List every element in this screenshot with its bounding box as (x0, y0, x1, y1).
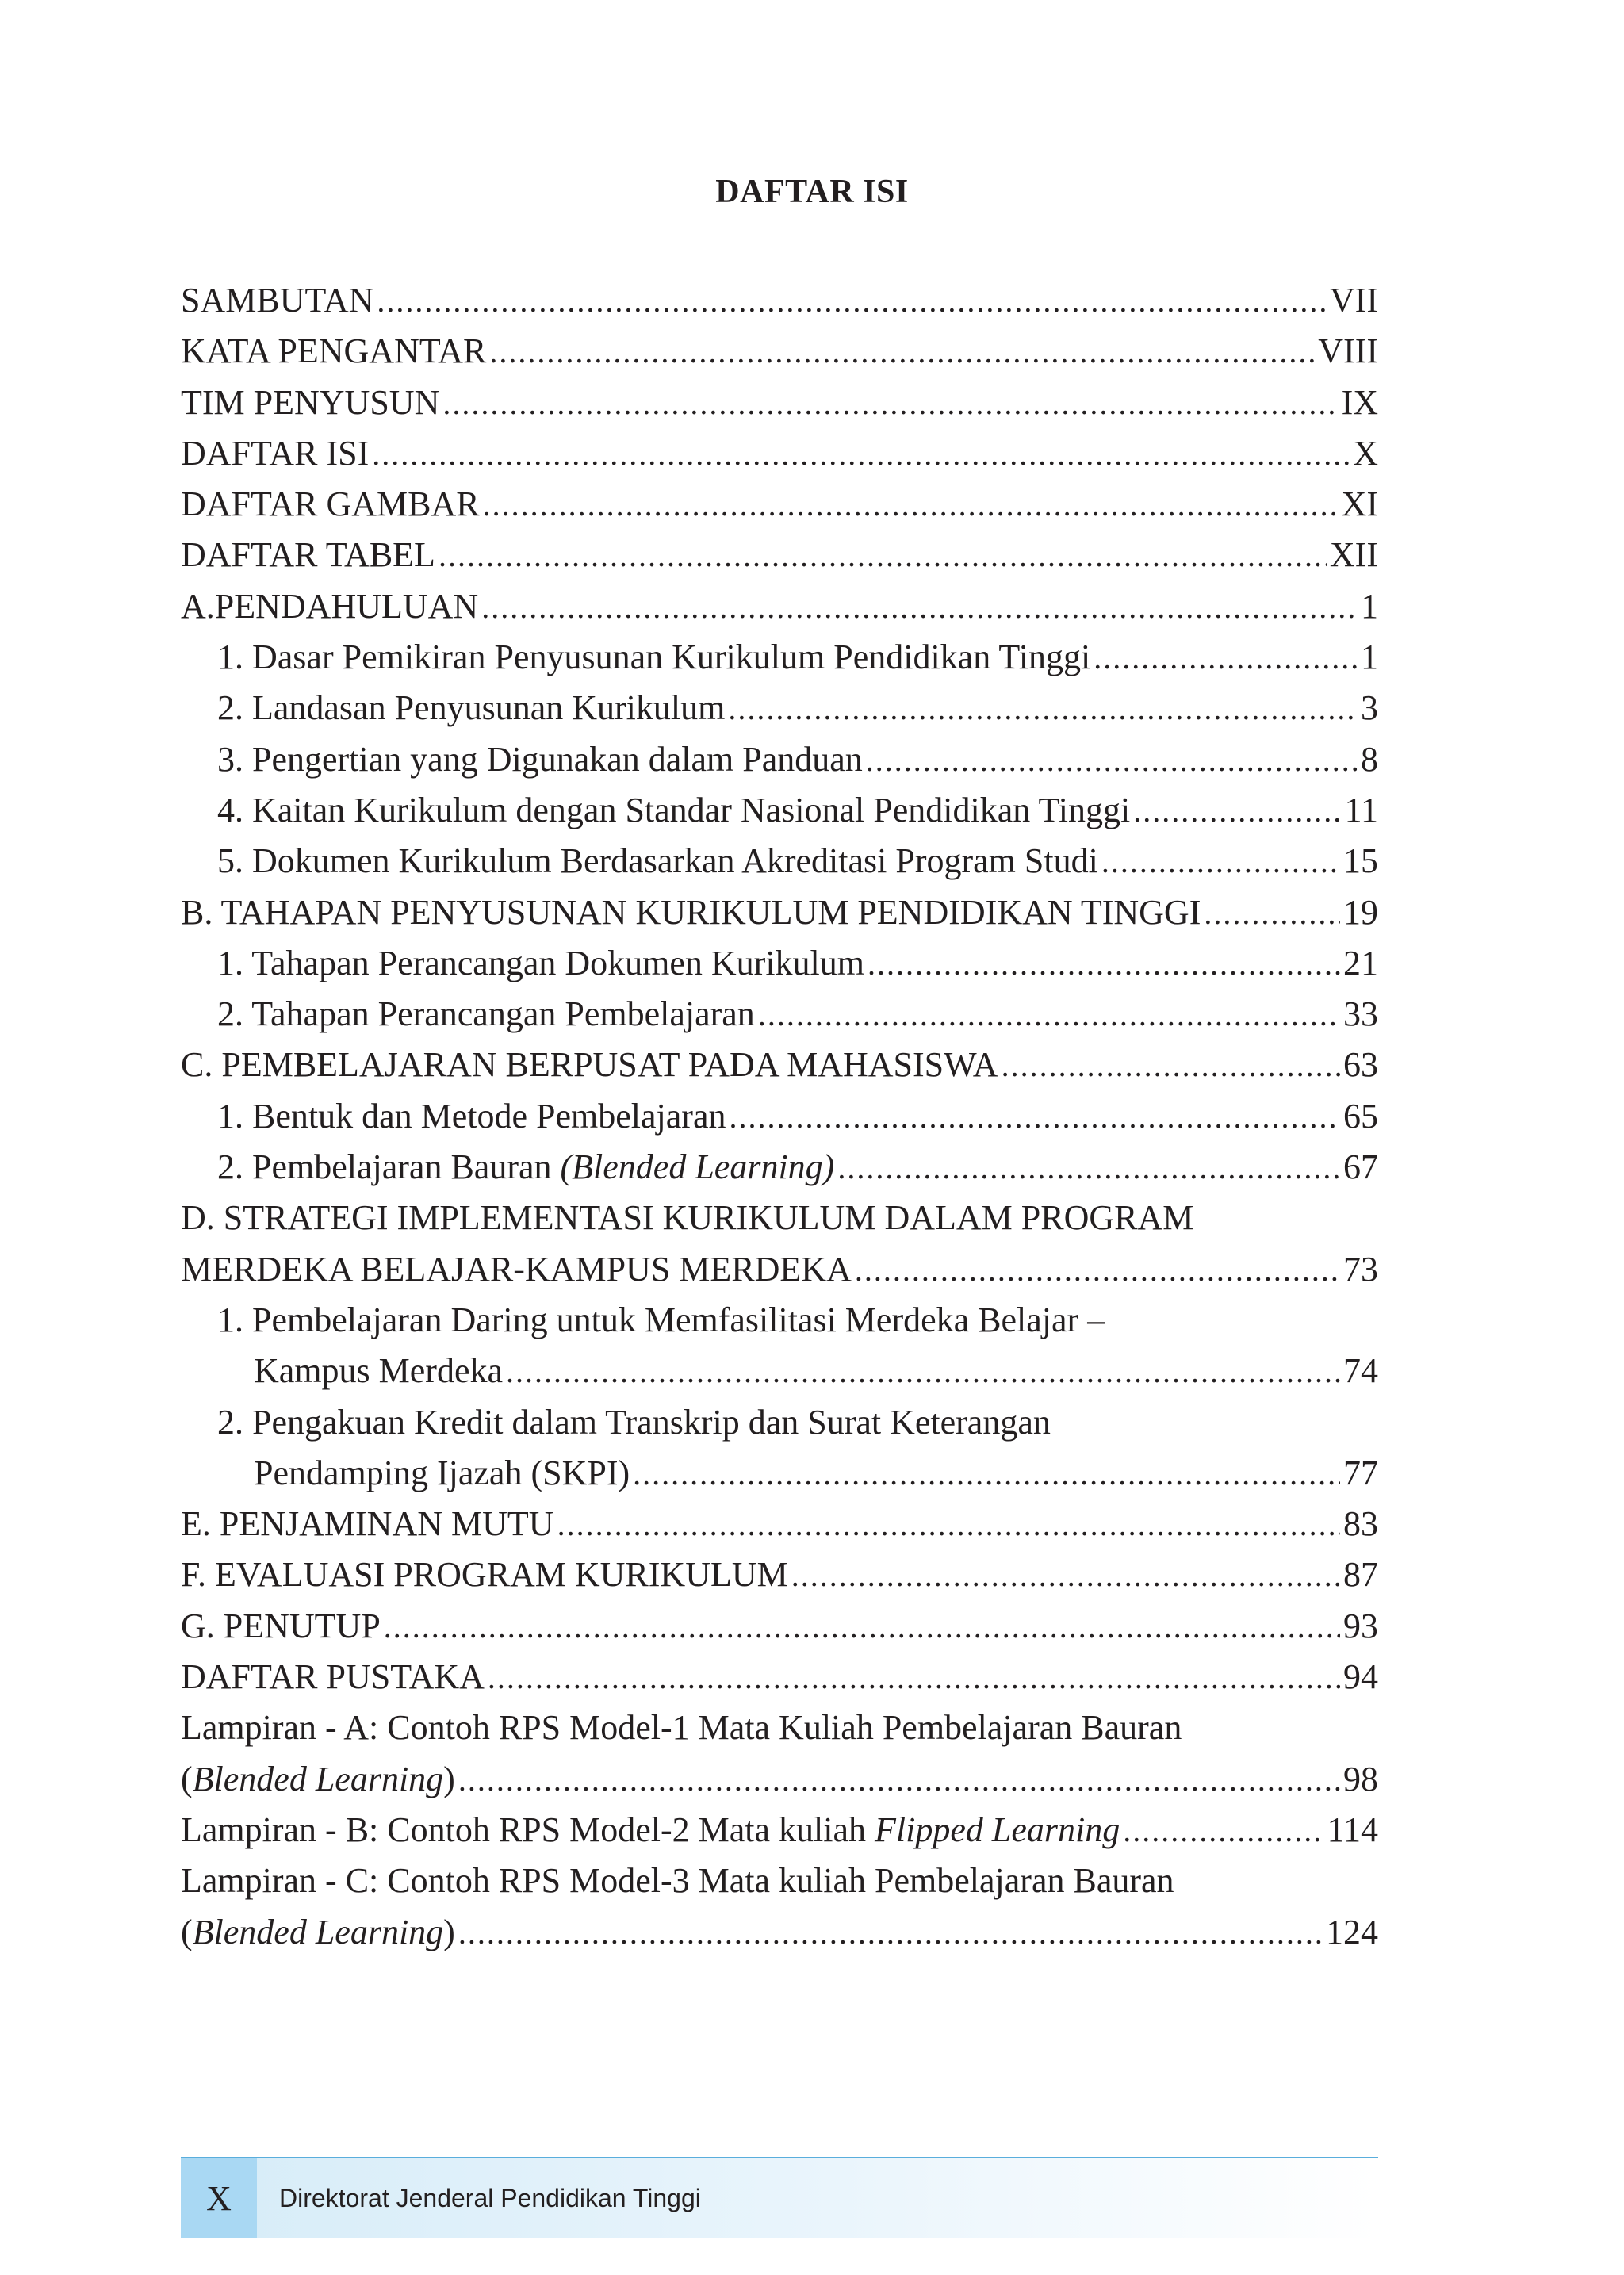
toc-entry-label: DAFTAR PUSTAKA (181, 1657, 485, 1697)
toc-entry-lampiran-b[interactable] (181, 1805, 1378, 1856)
toc-entry-strategi-line1[interactable] (181, 1193, 1378, 1243)
toc-entry-evaluasi[interactable] (181, 1549, 1378, 1600)
toc-entry-label: SAMBUTAN (181, 281, 374, 320)
toc-entry-label (217, 1142, 834, 1193)
toc-leader-dots (442, 378, 1338, 429)
toc-page-number: XI (1341, 484, 1378, 524)
toc-leader-dots (866, 735, 1358, 786)
toc-entry-label-prefix: ( (181, 1759, 193, 1798)
toc-entry-label: 2. Tahapan Perancangan Pembelajaran (217, 994, 755, 1034)
toc-entry-label: D. STRATEGI IMPLEMENTASI KURIKULUM DALAM PROGRAM (181, 1198, 1194, 1238)
toc-entry-label: F. EVALUASI PROGRAM KURIKULUM (181, 1555, 788, 1595)
toc-entry-b1[interactable] (181, 938, 1378, 989)
toc-entry-tim-penyusun[interactable] (181, 377, 1378, 428)
toc-entry-pendahuluan[interactable] (181, 581, 1378, 632)
toc-entry-a4[interactable] (181, 785, 1378, 836)
toc-page-number: 63 (1343, 1045, 1378, 1085)
toc-entry-strategi-line2[interactable] (181, 1244, 1378, 1295)
toc-page-number: 73 (1343, 1249, 1378, 1289)
toc-leader-dots (1002, 1040, 1340, 1091)
toc-page-number: X (1353, 433, 1378, 473)
toc-entry-tahapan[interactable] (181, 887, 1378, 938)
toc-entry-label: 4. Kaitan Kurikulum dengan Standar Nasional Pendidikan Tinggi (217, 790, 1131, 829)
toc-leader-dots (1123, 1806, 1323, 1856)
toc-page-number: 114 (1327, 1810, 1378, 1849)
toc-page-number: 8 (1361, 739, 1378, 779)
toc-entry-lampiran-c-line2[interactable] (181, 1907, 1378, 1958)
toc-page-number: 1 (1361, 638, 1378, 677)
footer-publisher: Direktorat Jenderal Pendidikan Tinggi (279, 2184, 701, 2212)
toc-entry-a1[interactable] (181, 632, 1378, 683)
toc-leader-dots (791, 1550, 1340, 1601)
toc-leader-dots (458, 1908, 1323, 1959)
toc-entry-daftar-gambar[interactable] (181, 479, 1378, 530)
toc-entry-label: G. PENUTUP (181, 1606, 381, 1645)
toc-entry-label: 1. Bentuk dan Metode Pembelajaran (217, 1096, 726, 1136)
toc-leader-dots (855, 1245, 1340, 1296)
toc-entry-a5[interactable] (181, 836, 1378, 887)
toc-leader-dots (384, 1602, 1340, 1653)
toc-leader-dots (728, 684, 1358, 734)
toc-leader-dots (483, 480, 1339, 530)
toc-entry-a3[interactable] (181, 734, 1378, 785)
toc-entry-daftar-tabel[interactable] (181, 530, 1378, 580)
toc-entry-label (181, 1805, 1120, 1856)
toc-leader-dots (372, 429, 1350, 480)
toc-entry-daftar-pustaka[interactable] (181, 1652, 1378, 1702)
toc-leader-dots (633, 1449, 1340, 1499)
toc-entry-label: KATA PENGANTAR (181, 331, 487, 371)
toc-entry-label: C. PEMBELAJARAN BERPUSAT PADA MAHASISWA (181, 1045, 998, 1085)
toc-entry-label: Kampus Merdeka (254, 1351, 504, 1391)
toc-entry-label: DAFTAR GAMBAR (181, 484, 480, 524)
toc-leader-dots (837, 1143, 1340, 1193)
toc-entry-label-suffix: ) (443, 1912, 455, 1951)
toc-entry-label (181, 1907, 455, 1958)
toc-leader-dots (506, 1346, 1340, 1397)
toc-entry-lampiran-c-line1[interactable] (181, 1856, 1378, 1906)
toc-leader-dots (1133, 786, 1341, 837)
table-of-contents (181, 275, 1378, 1958)
toc-page-number: 11 (1344, 790, 1378, 829)
toc-entry-label: A.PENDAHULUAN (181, 586, 479, 626)
toc-entry-label: TIM PENYUSUN (181, 382, 440, 422)
toc-leader-dots (481, 582, 1358, 633)
page-title: DAFTAR ISI (715, 174, 909, 210)
toc-leader-dots (489, 327, 1315, 377)
toc-entry-daftar-isi[interactable] (181, 428, 1378, 479)
toc-page-number: 77 (1343, 1453, 1378, 1492)
toc-page-number: 33 (1343, 994, 1378, 1034)
toc-page-number: 1 (1361, 586, 1378, 626)
toc-page-number: XII (1329, 535, 1378, 575)
toc-entry-label-italic: (Blended Learning) (560, 1147, 835, 1187)
toc-entry-kata-pengantar[interactable] (181, 326, 1378, 377)
toc-page-number: 98 (1343, 1759, 1378, 1798)
toc-entry-label-italic: Flipped Learning (875, 1810, 1120, 1849)
toc-entry-c1[interactable] (181, 1091, 1378, 1142)
toc-entry-label: DAFTAR ISI (181, 433, 370, 473)
toc-leader-dots (1094, 633, 1358, 684)
toc-entry-b2[interactable] (181, 989, 1378, 1040)
toc-entry-pembelajaran[interactable] (181, 1040, 1378, 1090)
toc-page-number: 65 (1343, 1096, 1378, 1136)
toc-entry-label: 2. Pengakuan Kredit dalam Transkrip dan Surat Keterangan (217, 1402, 1051, 1442)
toc-entry-d2-line1[interactable] (181, 1397, 1378, 1448)
toc-page-number: 124 (1326, 1912, 1378, 1951)
toc-entry-d1-line1[interactable] (181, 1295, 1378, 1346)
toc-entry-c2[interactable] (181, 1142, 1378, 1193)
toc-leader-dots (868, 939, 1340, 990)
toc-entry-lampiran-a-line1[interactable] (181, 1702, 1378, 1753)
toc-page-number: VII (1329, 281, 1378, 320)
toc-page-number: 94 (1343, 1657, 1378, 1697)
toc-page-number: 93 (1343, 1606, 1378, 1645)
toc-entry-label: 1. Dasar Pemikiran Penyusunan Kurikulum Pendidikan Tinggi (217, 638, 1091, 677)
toc-leader-dots (1101, 837, 1340, 887)
toc-entry-label-main: 2. Pembelajaran Bauran (217, 1147, 561, 1187)
toc-entry-label: Lampiran - C: Contoh RPS Model-3 Mata kuliah Pembelajaran Bauran (181, 1861, 1174, 1901)
toc-entry-label: Pendamping Ijazah (SKPI) (254, 1453, 630, 1492)
toc-entry-lampiran-a-line2[interactable] (181, 1754, 1378, 1805)
toc-entry-label-main: Lampiran - B: Contoh RPS Model-2 Mata kuliah (181, 1810, 875, 1849)
toc-leader-dots (377, 276, 1327, 327)
toc-entry-d2-line2[interactable] (181, 1448, 1378, 1499)
toc-entry-label-italic: Blended Learning (192, 1912, 444, 1951)
toc-entry-label: 1. Tahapan Perancangan Dokumen Kurikulum (217, 943, 864, 982)
toc-page-number: 19 (1343, 892, 1378, 932)
toc-page-number: 74 (1343, 1351, 1378, 1391)
toc-entry-label: 5. Dokumen Kurikulum Berdasarkan Akreditasi Program Studi (217, 841, 1098, 881)
toc-page-number: 83 (1343, 1504, 1378, 1544)
toc-leader-dots (729, 1092, 1340, 1143)
toc-leader-dots (439, 530, 1327, 581)
toc-leader-dots (1204, 888, 1340, 939)
toc-entry-label: E. PENJAMINAN MUTU (181, 1504, 554, 1544)
toc-leader-dots (458, 1755, 1340, 1806)
footer-page-number: X (181, 2158, 257, 2238)
toc-entry-label: Lampiran - A: Contoh RPS Model-1 Mata Kuliah Pembelajaran Bauran (181, 1708, 1182, 1748)
toc-entry-penjaminan-mutu[interactable] (181, 1499, 1378, 1549)
toc-entry-penutup[interactable] (181, 1601, 1378, 1652)
toc-entry-label: DAFTAR TABEL (181, 535, 435, 575)
toc-page-number: 21 (1343, 943, 1378, 982)
toc-entry-a2[interactable] (181, 683, 1378, 733)
toc-page-number: 3 (1361, 688, 1378, 728)
toc-entry-sambutan[interactable] (181, 275, 1378, 326)
toc-entry-label: 1. Pembelajaran Daring untuk Memfasilitasi Merdeka Belajar – (217, 1300, 1105, 1339)
toc-entry-label: B. TAHAPAN PENYUSUNAN KURIKULUM PENDIDIKAN TINGGI (181, 892, 1201, 932)
toc-leader-dots (758, 990, 1340, 1040)
toc-entry-label: 2. Landasan Penyusunan Kurikulum (217, 688, 726, 728)
toc-page-number: 67 (1343, 1147, 1378, 1187)
toc-page-number: IX (1341, 382, 1378, 422)
toc-leader-dots (557, 1499, 1340, 1550)
toc-entry-label-suffix: ) (443, 1759, 455, 1798)
toc-leader-dots (488, 1653, 1340, 1703)
toc-page-number: VIII (1318, 331, 1378, 371)
toc-entry-label-italic: Blended Learning (192, 1759, 444, 1798)
toc-entry-label: MERDEKA BELAJAR-KAMPUS MERDEKA (181, 1249, 852, 1289)
toc-entry-label: 3. Pengertian yang Digunakan dalam Panduan (217, 739, 863, 779)
toc-entry-d1-line2[interactable] (181, 1346, 1378, 1396)
toc-entry-label (181, 1754, 455, 1805)
toc-entry-label-prefix: ( (181, 1912, 193, 1951)
toc-page-number: 15 (1343, 841, 1378, 881)
toc-page-number: 87 (1343, 1555, 1378, 1595)
